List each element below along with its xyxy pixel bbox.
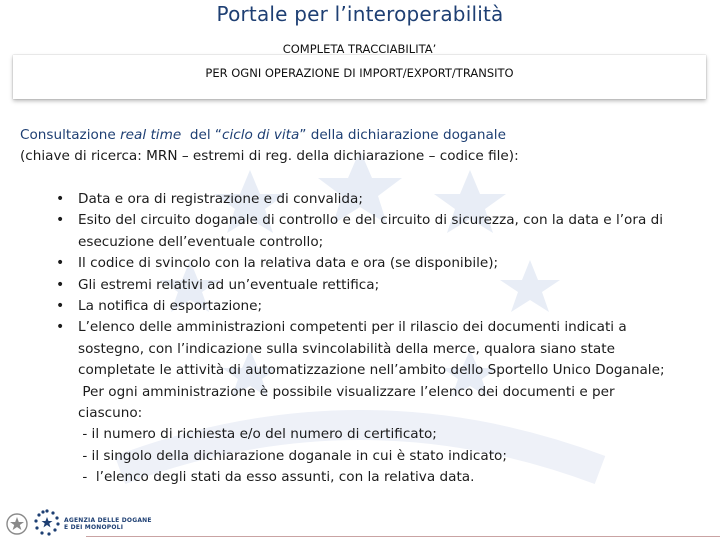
list-item: • Data e ora di registrazione e di convalida; [56, 189, 696, 210]
list-item: • L’elenco delle amministrazioni competenti per il rilascio dei documenti indicati a sostegno, con l’indicazione sulla svincolabilità della merce, qualora siano state completate le attività di automatizzazione nell’ambito dello Sportello Unico Doganale; Per ogni amministrazione è possibile visualizzare l’elenco dei documenti e per ciascuno: - il numero di richiesta e/o del numero di certificato; - il singolo della dichiarazione doganale in cui è stato indicato; - l’elenco degli stati da esso assunti, con la relativa data. [56, 319, 665, 486]
banner-line-1: COMPLETA TRACCIABILITA’ [282, 42, 437, 56]
bullet-icon: • [56, 298, 65, 315]
italian-republic-emblem-icon [6, 512, 28, 536]
bullet-icon: • [56, 319, 65, 336]
intro-search-key: (chiave di ricerca: MRN – estremi di reg. della dichiarazione – codice file): [20, 148, 519, 164]
list-item: • Gli estremi relativi ad un’eventuale rettifica; [56, 275, 696, 296]
list-item: • La notifica di esportazione; [56, 296, 696, 317]
list-item: • Esito del circuito doganale di controllo e del circuito di sicurezza, con la data e l’ora di esecuzione dell’eventuale controllo; [56, 212, 664, 250]
page-title: Portale per l’interoperabilità [216, 2, 504, 26]
tracking-banner [13, 42, 706, 99]
intro-heading: Consultazione real time del “ciclo di vita” della dichiarazione doganale [20, 127, 506, 143]
list-item: • Il codice di svincolo con la relativa data e ora (se disponibile); [56, 253, 696, 274]
bullet-icon: • [56, 276, 65, 293]
bullet-icon: • [56, 255, 65, 272]
footer-divider [86, 536, 720, 537]
banner-line-2: PER OGNI OPERAZIONE DI IMPORT/EXPORT/TRANSITO [205, 66, 514, 80]
bullet-icon: • [56, 191, 65, 207]
agency-name: AGENZIA DELLE DOGANE E DEI MONOPOLI [64, 517, 152, 531]
bullet-icon: • [56, 212, 65, 229]
agency-stars-logo-icon [32, 508, 62, 538]
intro-paragraph [20, 125, 700, 167]
info-bullet-list [56, 189, 696, 489]
